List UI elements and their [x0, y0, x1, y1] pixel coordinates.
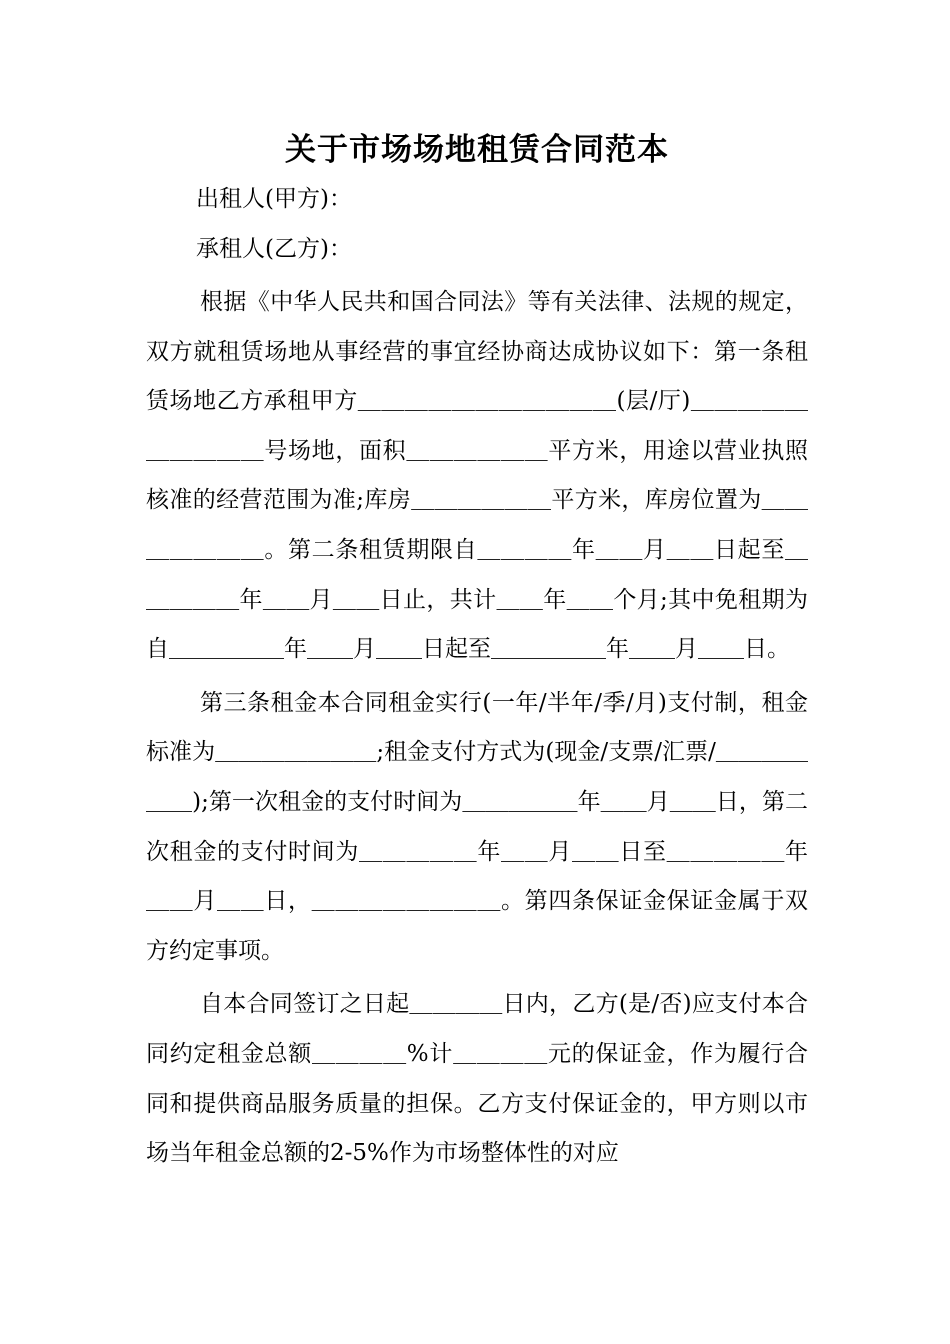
- document-page: [146, 126, 808, 1179]
- paragraph-terms-3-4: 第三条租金本合同租金实行(一年/半年/季/月)支付制，租金标准为＿＿＿＿＿＿＿;租金支付方式为(现金/支票/汇票/＿＿＿＿＿＿);第一次租金的支付时间为＿＿＿＿＿年＿＿月＿＿日，第二次租金的支付时间为＿＿＿＿＿年＿＿月＿＿日至＿＿＿＿＿年＿＿月＿＿日，＿＿＿＿＿＿＿＿。第四条保证金保证金属于双方约定事项。: [146, 689, 808, 964]
- document-title: 关于市场场地租赁合同范本: [285, 132, 669, 168]
- lessor-line: 出租人(甲方)：: [196, 186, 352, 212]
- paragraph-deposit: 自本合同签订之日起＿＿＿＿日内，乙方(是/否)应支付本合同约定租金总额＿＿＿＿%计＿＿＿＿元的保证金，作为履行合同和提供商品服务质量的担保。乙方支付保证金的，甲方则以市场当年租金总额的2-5%作为市场整体性的对应: [146, 991, 808, 1167]
- lessee-line: 承租人(乙方)：: [196, 236, 352, 262]
- paragraph-terms-1-2: 根据《中华人民共和国合同法》等有关法律、法规的规定，双方就租赁场地从事经营的事宜经协商达成协议如下：第一条租赁场地乙方承租甲方＿＿＿＿＿＿＿＿＿＿＿(层/厅)＿＿＿＿＿＿＿＿＿＿号场地，面积＿＿＿＿＿＿平方米，用途以营业执照核准的经营范围为准;库房＿＿＿＿＿＿平方米，库房位置为＿＿＿＿＿＿＿。第二条租赁期限自＿＿＿＿年＿＿月＿＿日起至＿＿＿＿＿年＿＿月＿＿日止，共计＿＿年＿＿个月;其中免租期为自＿＿＿＿＿年＿＿月＿＿日起至＿＿＿＿＿年＿＿月＿＿日。: [146, 289, 808, 663]
